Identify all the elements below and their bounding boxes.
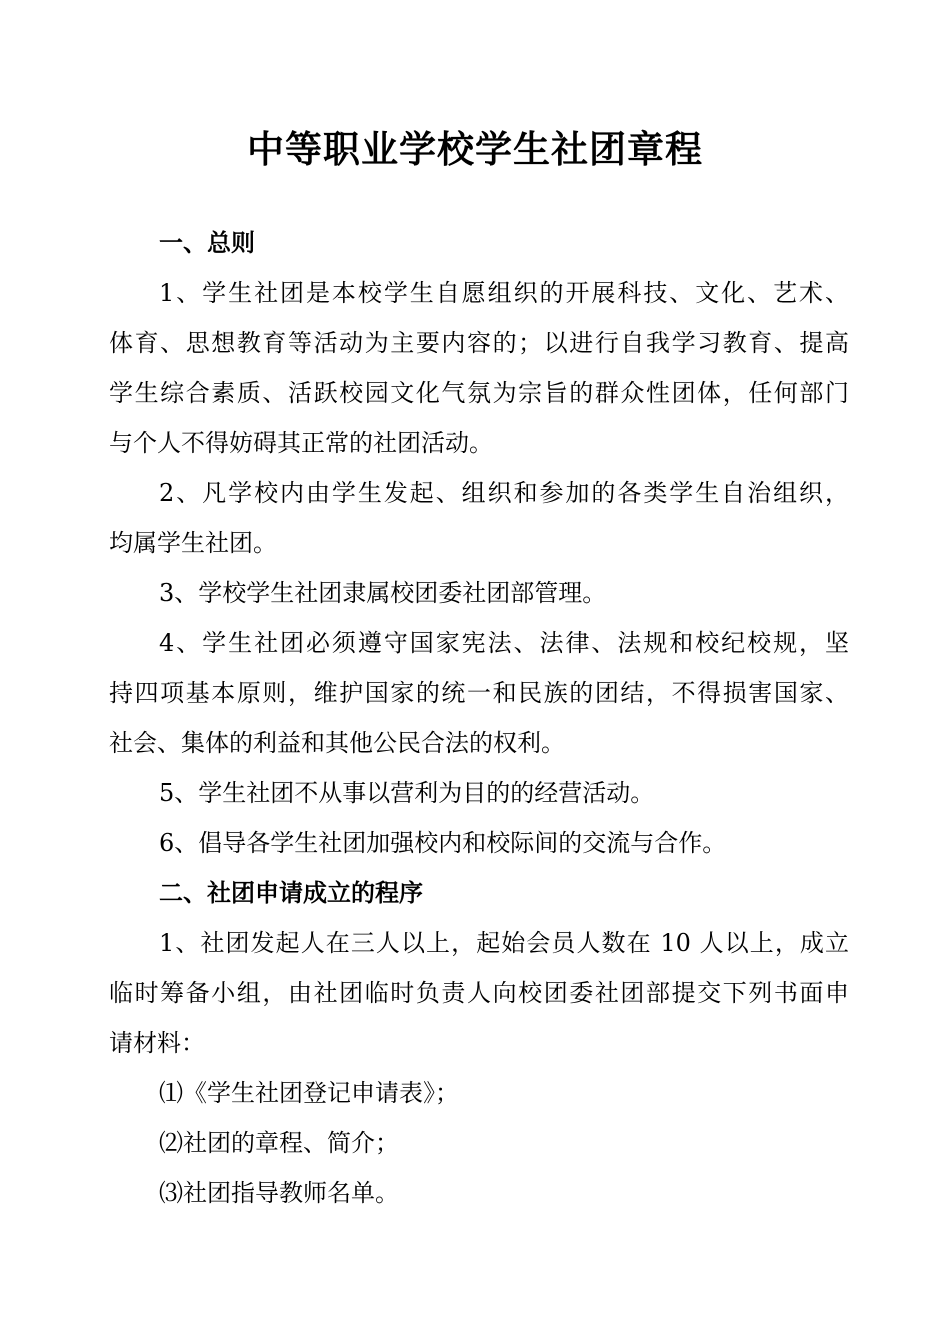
paragraph-line: 与个人不得妨碍其正常的社团活动。	[109, 429, 493, 457]
paragraph-line: 学生综合素质、活跃校园文化气氛为宗旨的群众性团体，任何部门	[109, 379, 849, 407]
paragraph-line: 6、倡导各学生社团加强校内和校际间的交流与合作。	[159, 829, 727, 857]
paragraph-line: 体育、思想教育等活动为主要内容的；以进行自我学习教育、提高	[109, 329, 849, 357]
list-item: ⑴《学生社团登记申请表》；	[159, 1079, 459, 1107]
paragraph-line: 均属学生社团。	[109, 529, 277, 557]
paragraph-line: 1、社团发起人在三人以上，起始会员人数在 10 人以上，成立	[159, 929, 849, 957]
paragraph-line: 1、学生社团是本校学生自愿组织的开展科技、文化、艺术、	[159, 279, 849, 307]
paragraph-line: 4、学生社团必须遵守国家宪法、法律、法规和校纪校规，坚	[159, 629, 849, 657]
section-heading-general: 一、总则	[159, 229, 255, 257]
paragraph-line: 社会、集体的利益和其他公民合法的权利。	[109, 729, 565, 757]
section-heading-application: 二、社团申请成立的程序	[159, 879, 423, 907]
list-item: ⑵社团的章程、简介；	[159, 1129, 399, 1157]
paragraph-line: 2、凡学校内由学生发起、组织和参加的各类学生自治组织，	[159, 479, 849, 507]
document-body	[109, 218, 849, 1218]
paragraph-line: 5、学生社团不从事以营利为目的的经营活动。	[159, 779, 655, 807]
paragraph-line: 3、学校学生社团隶属校团委社团部管理。	[159, 579, 607, 607]
document-title: 中等职业学校学生社团章程	[247, 128, 703, 171]
list-item: ⑶社团指导教师名单。	[159, 1179, 399, 1207]
paragraph-line: 持四项基本原则，维护国家的统一和民族的团结，不得损害国家、	[109, 679, 849, 707]
paragraph-line: 临时筹备小组，由社团临时负责人向校团委社团部提交下列书面申	[109, 979, 849, 1007]
paragraph-line: 请材料：	[109, 1029, 205, 1057]
